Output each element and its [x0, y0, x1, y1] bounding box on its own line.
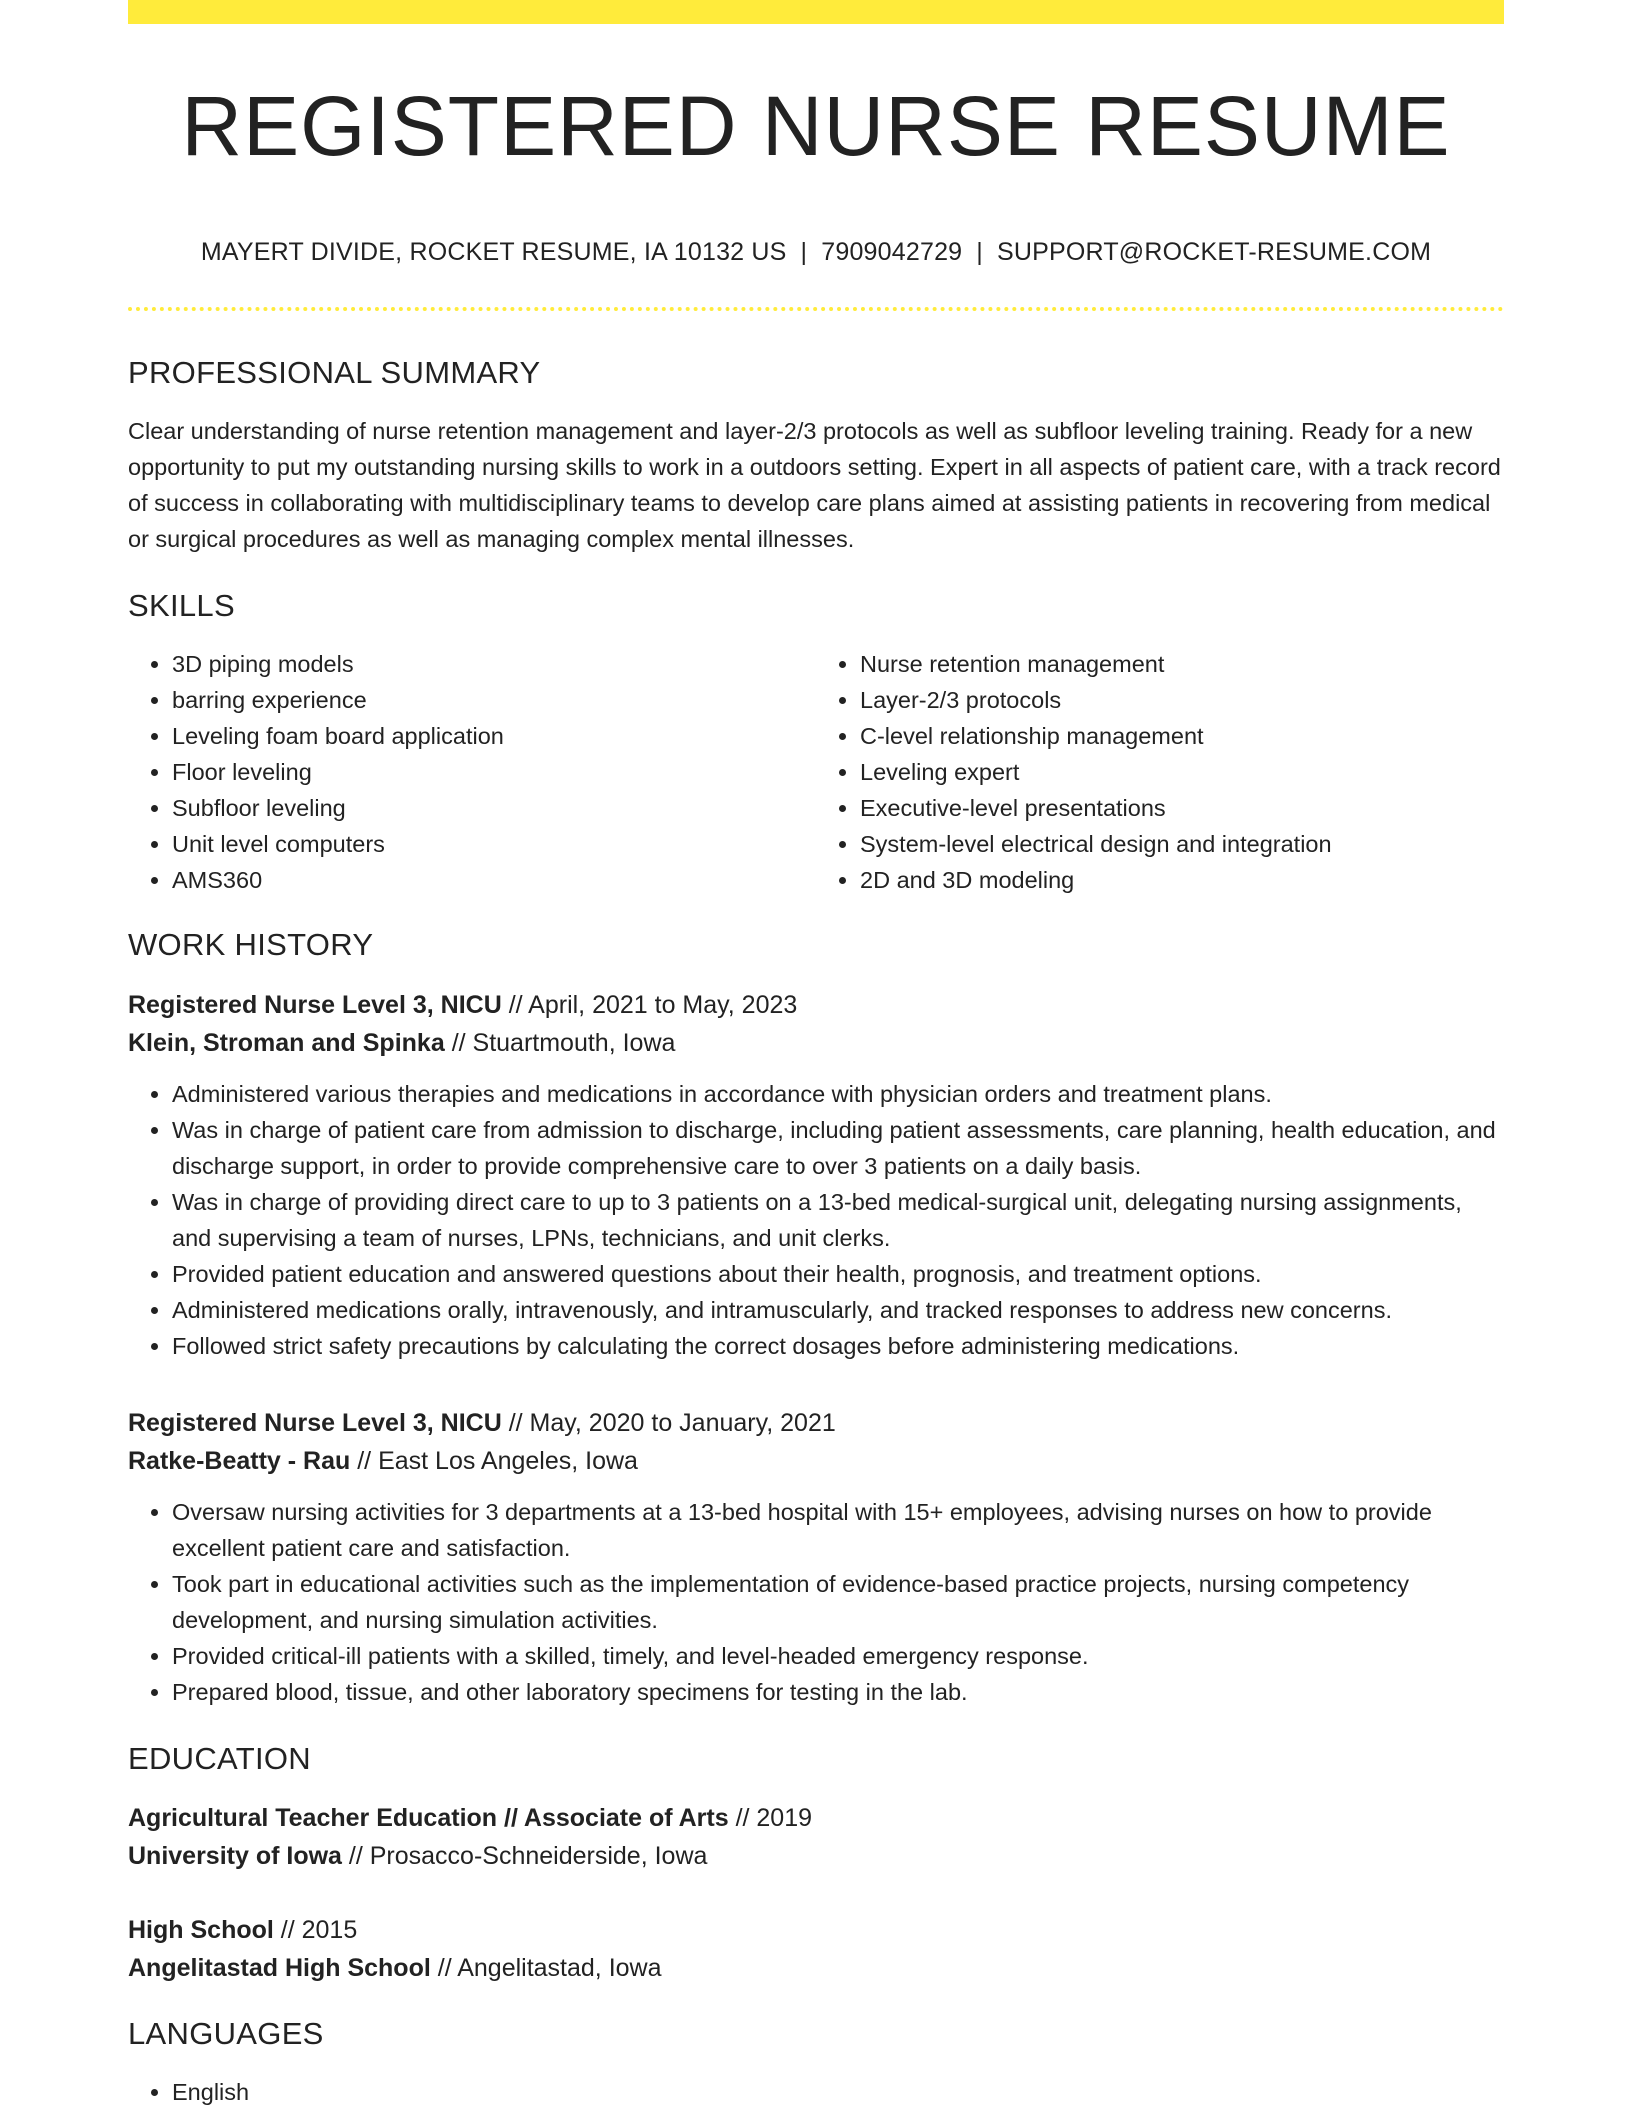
education-year: // 2015 [280, 1915, 358, 1944]
education-heading: EDUCATION [128, 1740, 311, 1776]
job-company: Ratke-Beatty - Rau [128, 1446, 351, 1475]
work-history-heading: WORK HISTORY [128, 927, 374, 963]
skill-item: • 3D piping models [172, 646, 816, 682]
education-school: Angelitastad High School [128, 1953, 431, 1982]
resume-content [128, 354, 1504, 2110]
skill-item: • Unit level computers [172, 826, 816, 862]
contact-address: MAYERT DIVIDE, ROCKET RESUME, IA 10132 US [200, 238, 787, 266]
job-title-line [128, 986, 1504, 1024]
education-degree-line [128, 1911, 1504, 1949]
job-location: // East Los Angeles, Iowa [357, 1446, 638, 1475]
language-item: • English [172, 2074, 1504, 2110]
skill-item: • barring experience [172, 682, 816, 718]
job-bullet: • Provided critical-ill patients with a skilled, timely, and level-headed emergency response. [172, 1638, 1504, 1674]
job-title-line [128, 1404, 1504, 1442]
skill-item: • C-level relationship management [860, 718, 1504, 754]
top-accent-bar [128, 0, 1504, 24]
education-location: // Angelitastad, Iowa [437, 1953, 662, 1982]
header-divider [128, 307, 1504, 311]
job-title: Registered Nurse Level 3, NICU [128, 1408, 502, 1437]
skills-column-left [128, 646, 816, 898]
summary-heading: PROFESSIONAL SUMMARY [128, 355, 541, 390]
skill-item: • System-level electrical design and integration [860, 826, 1504, 862]
resume-title: REGISTERED NURSE RESUME [181, 79, 1451, 173]
contact-email: SUPPORT@ROCKET-RESUME.COM [997, 238, 1432, 266]
skills-column-right [816, 646, 1504, 898]
job-bullet: • Provided patient education and answered questions about their health, prognosis, and treatment options. [172, 1256, 1504, 1292]
job-title: Registered Nurse Level 3, NICU [128, 990, 502, 1019]
job-company: Klein, Stroman and Spinka [128, 1028, 445, 1057]
contact-phone: 7909042729 [821, 238, 963, 266]
job-entry [128, 1404, 1504, 1710]
job-bullets [128, 1494, 1504, 1710]
skill-item: • Floor leveling [172, 754, 816, 790]
job-bullet: • Followed strict safety precautions by calculating the correct dosages before administering medications. [172, 1328, 1504, 1364]
job-company-line [128, 1024, 1504, 1062]
education-school: University of Iowa [128, 1841, 342, 1870]
job-dates: // May, 2020 to January, 2021 [508, 1408, 836, 1437]
education-school-line [128, 1837, 1504, 1875]
summary-text: Clear understanding of nurse retention management and layer-2/3 protocols as well as subfloor leveling training. Ready for a new opportunity to put my outstanding nursing skills to work in a outdoors setting. Expert in all aspects of patient care, with a track record of success in collaborating with multidisciplinary teams to develop care plans aimed at assisting patients in recovering from medical or surgical procedures as well as managing complex mental illnesses. [128, 418, 1501, 553]
education-school-line [128, 1949, 1504, 1987]
contact-separator: | [976, 238, 983, 266]
education-location: // Prosacco-Schneiderside, Iowa [348, 1841, 708, 1870]
education-entry [128, 1799, 1504, 1875]
skills-list [128, 646, 1504, 898]
job-location: // Stuartmouth, Iowa [451, 1028, 676, 1057]
education-entry [128, 1911, 1504, 1987]
education-degree: High School [128, 1915, 274, 1944]
job-entry [128, 986, 1504, 1364]
skills-heading: SKILLS [128, 588, 235, 624]
skill-item: • AMS360 [172, 862, 816, 898]
job-company-line [128, 1442, 1504, 1480]
job-bullet: • Took part in educational activities such as the implementation of evidence-based practice projects, nursing competency development, and nursing simulation activities. [172, 1566, 1504, 1638]
job-bullet: • Was in charge of providing direct care to up to 3 patients on a 13-bed medical-surgical unit, delegating nursing assignments, and supervising a team of nurses, LPNs, technicians, and unit clerks. [172, 1184, 1504, 1256]
job-dates: // April, 2021 to May, 2023 [508, 990, 798, 1019]
contact-line [128, 238, 1504, 267]
skill-item: • Executive-level presentations [860, 790, 1504, 826]
job-bullet: • Administered medications orally, intravenously, and intramuscularly, and tracked responses to address new concerns. [172, 1292, 1504, 1328]
skill-item: • Layer-2/3 protocols [860, 682, 1504, 718]
education-degree: Agricultural Teacher Education // Associate of Arts [128, 1803, 729, 1832]
contact-separator: | [800, 238, 808, 266]
education-year: // 2019 [735, 1803, 813, 1832]
skill-item: • Subfloor leveling [172, 790, 816, 826]
job-bullet: • Administered various therapies and medications in accordance with physician orders and treatment plans. [172, 1076, 1504, 1112]
job-bullet: • Oversaw nursing activities for 3 departments at a 13-bed hospital with 15+ employees, advising nurses on how to provide excellent patient care and satisfaction. [172, 1494, 1504, 1566]
languages-heading: LANGUAGES [128, 2015, 324, 2051]
job-bullets [128, 1076, 1504, 1364]
job-bullet: • Prepared blood, tissue, and other laboratory specimens for testing in the lab. [172, 1674, 1504, 1710]
job-bullet: • Was in charge of patient care from admission to discharge, including patient assessments, care planning, health education, and discharge support, in order to provide comprehensive care to over 3 patients on a daily basis. [172, 1112, 1504, 1184]
skill-item: • 2D and 3D modeling [860, 862, 1504, 898]
languages-list [128, 2074, 1504, 2110]
skill-item: • Nurse retention management [860, 646, 1504, 682]
skill-item: • Leveling foam board application [172, 718, 816, 754]
skill-item: • Leveling expert [860, 754, 1504, 790]
education-degree-line [128, 1799, 1504, 1837]
